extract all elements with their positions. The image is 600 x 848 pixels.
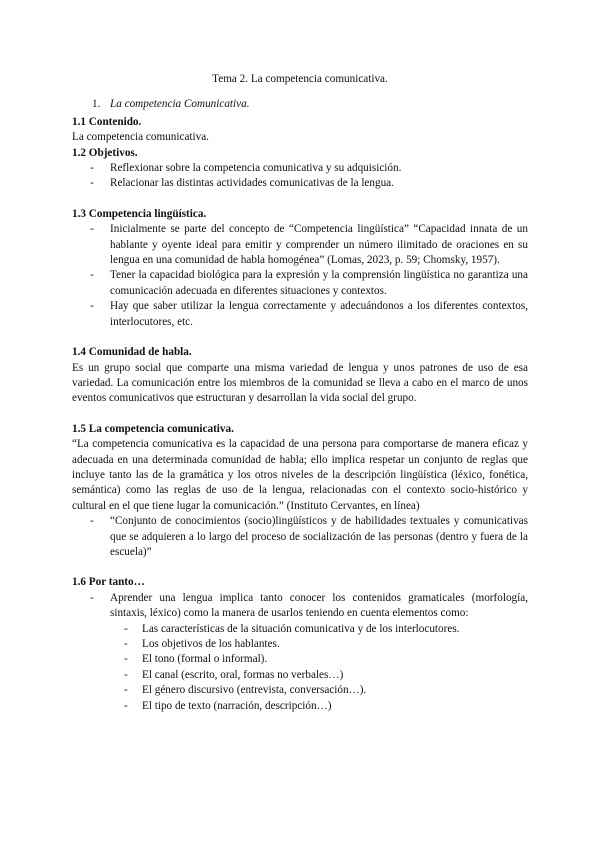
sublist-item: - El canal (escrito, oral, formas no verbales…) (72, 668, 528, 683)
section-1-2-heading: 1.2 Objetivos. (72, 146, 138, 159)
list-item: - Inicialmente se parte del concepto de “Competencia lingüística” “Capacidad innata de un hablante y oyente ideal para emitir y comprender un número ilimitado de oraciones en su lengua en una comunidad de habla homogénea” (Lomas, 2023, p. 59; Chomsky, 1957). (72, 222, 528, 268)
section-1-6-sublist (72, 622, 528, 714)
section-1-6-heading: 1.6 Por tanto… (72, 576, 145, 589)
document-title: Tema 2. La competencia comunicativa. (212, 73, 388, 85)
section-1-4-heading: 1.4 Comunidad de habla. (72, 346, 192, 359)
heading-1-number: 1. (92, 98, 101, 111)
list-item: - Reflexionar sobre la competencia comunicativa y su adquisición. (72, 161, 528, 176)
list-item: - “Conjunto de conocimientos (socio)lingüísticos y de habilidades textuales y comunicativas que se adquieren a lo largo del proceso de socialización de las personas (dentro y fuera de la escuela)” (72, 514, 528, 560)
sublist-item: - Las características de la situación comunicativa y de los interlocutores. (72, 622, 528, 637)
list-item: - Aprender una lengua implica tanto conocer los contenidos gramaticales (morfología, sintaxis, léxico) como la manera de usarlos teniendo en cuenta elementos como: (72, 591, 528, 622)
sublist-item: - El tipo de texto (narración, descripción…) (72, 699, 528, 714)
section-1-6-list (72, 591, 528, 622)
heading-1-text: La competencia Comunicativa. (110, 98, 250, 111)
sublist-item: - El tono (formal o informal). (72, 652, 528, 667)
list-item: - Hay que saber utilizar la lengua correctamente y adecuándonos a los diferentes contextos, interlocutores, etc. (72, 299, 528, 330)
section-1-1-heading: 1.1 Contenido. (72, 115, 142, 128)
section-1-1-text: La competencia comunicativa. (72, 131, 209, 144)
section-1-5-quote: “La competencia comunicativa es la capacidad de una persona para comportarse de manera eficaz y adecuada en una determinada comunidad de habla; ello implica respetar un conjunto de reglas que incluye tanto las de la gramática y los otros niveles de la descripción lingüística (léxico, fonética, semántica) como las reglas de uso de la lengua, relacionadas con el contexto socio-histórico y cultural en el que tiene lugar la comunicación.” (Instituto Cervantes, en línea) (72, 438, 528, 512)
sublist-item: - El género discursivo (entrevista, conversación…). (72, 683, 528, 698)
section-1-4-text: Es un grupo social que comparte una misma variedad de lengua y unos patrones de uso de esa variedad. La comunicación entre los miembros de la comunidad se lleva a cabo en el marco de unos eventos comunicativos que estructuran y desarrollan la vida social del grupo. (72, 361, 528, 405)
document-page (72, 72, 528, 714)
list-item: - Tener la capacidad biológica para la expresión y la comprensión lingüística no garantiza una comunicación adecuada en diferentes situaciones y contextos. (72, 268, 528, 299)
section-1-5-heading: 1.5 La competencia comunicativa. (72, 422, 234, 435)
list-item: - Relacionar las distintas actividades comunicativas de la lengua. (72, 176, 528, 191)
section-1-3-heading: 1.3 Competencia lingüística. (72, 207, 207, 220)
heading-1 (72, 97, 528, 112)
sublist-item: - Los objetivos de los hablantes. (72, 637, 528, 652)
section-1-5-list (72, 514, 528, 560)
section-1-2-list (72, 161, 528, 192)
section-1-3-list (72, 222, 528, 330)
